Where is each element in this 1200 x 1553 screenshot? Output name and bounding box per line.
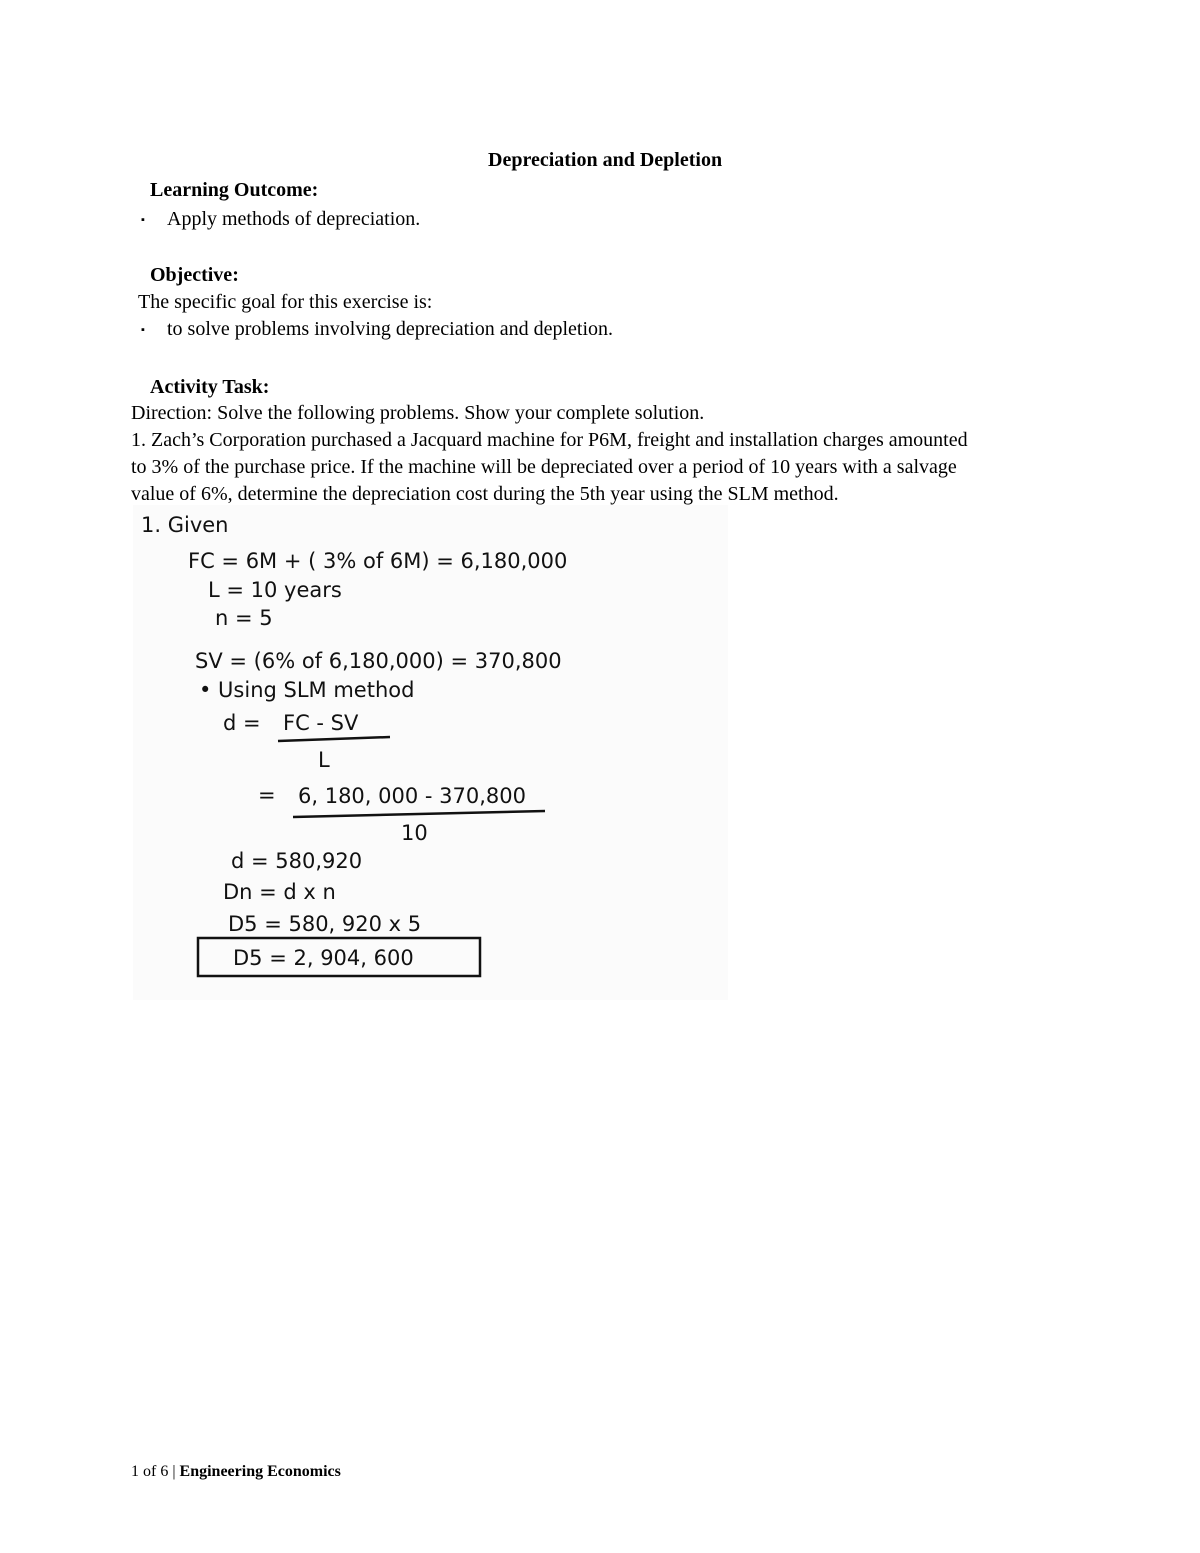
fraction-bar: [278, 737, 390, 741]
bullet-icon: ▪: [141, 214, 145, 226]
learning-outcome-item: Apply methods of depreciation.: [167, 208, 421, 230]
d-denominator: L: [318, 748, 330, 772]
eq-sign: =: [258, 783, 276, 807]
solution-label: 1. Given: [141, 513, 229, 537]
page-title: Depreciation and Depletion: [488, 149, 723, 171]
d5-answer: D5 = 2, 904, 600: [233, 946, 414, 970]
objective-intro: The specific goal for this exercise is:: [138, 291, 433, 313]
bullet-icon: ▪: [141, 324, 145, 336]
course-name: Engineering Economics: [179, 1463, 341, 1480]
objective-heading: Objective:: [150, 264, 239, 286]
fraction-bar: [293, 811, 545, 817]
page-number: 1 of 6 |: [131, 1463, 176, 1480]
sv-line: SV = (6% of 6,180,000) = 370,800: [195, 649, 562, 673]
objective-item: to solve problems involving depreciation and depletion.: [167, 318, 614, 340]
d-result: d = 580,920: [231, 849, 363, 873]
problem-line: 1. Zach’s Corporation purchased a Jacquard machine for P6M, freight and installation charges amounted: [131, 429, 968, 451]
fc-line: FC = 6M + ( 3% of 6M) = 6,180,000: [188, 549, 568, 573]
substitution-numerator: 6, 180, 000 - 370,800: [298, 784, 526, 808]
l-line: L = 10 years: [208, 578, 342, 602]
d-numerator: FC - SV: [283, 711, 359, 735]
problem-line: to 3% of the purchase price. If the machine will be depreciated over a period of 10 years with a salvage: [131, 456, 957, 478]
page-footer: [131, 1463, 341, 1481]
learning-outcome-heading: Learning Outcome:: [150, 179, 319, 201]
activity-heading: Activity Task:: [150, 376, 270, 398]
dn-formula: Dn = d x n: [223, 880, 336, 904]
handwritten-solution-image: [133, 505, 728, 1000]
d5-calculation: D5 = 580, 920 x 5: [228, 912, 422, 936]
d-lhs: d =: [223, 711, 261, 735]
activity-direction: Direction: Solve the following problems. Show your complete solution.: [131, 402, 705, 424]
problem-line: value of 6%, determine the depreciation cost during the 5th year using the SLM method.: [131, 483, 839, 505]
method-line: • Using SLM method: [199, 678, 415, 702]
n-line: n = 5: [215, 606, 273, 630]
substitution-denominator: 10: [401, 821, 428, 845]
